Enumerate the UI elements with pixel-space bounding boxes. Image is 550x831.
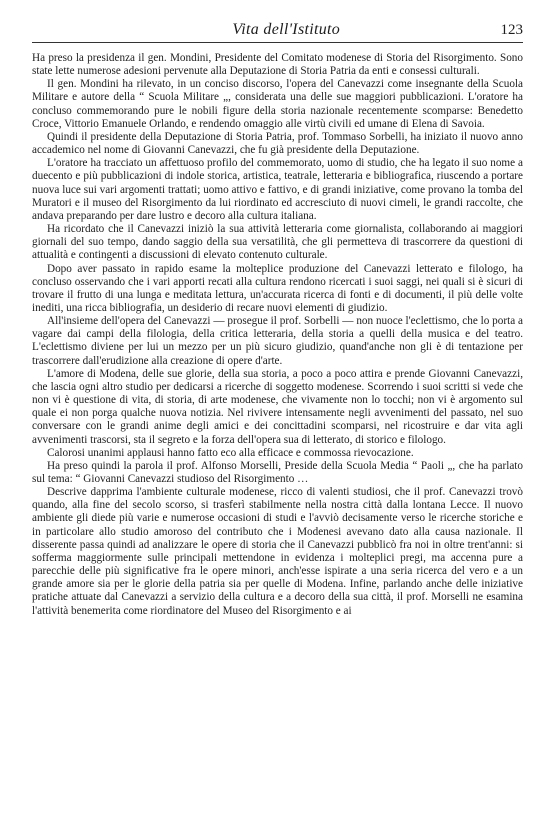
paragraph: All'insieme dell'opera del Canevazzi — prosegue il prof. Sorbelli — non nuoce l'eclettismo, che lo porta a vagare dai campi della filologia, della critica letteraria, della storia a quelli della musica e del teatro. L'eclettismo diviene per lui un mezzo per un più sicuro giudizio, quand'anche non gli è di tentazione per trascorrere dall'erudizione alla creazione di opere d'arte. [32,315,523,367]
paragraph: L'amore di Modena, delle sue glorie, della sua storia, a poco a poco attira e prende Giovanni Canevazzi, che lascia ogni altro studio per dedicarsi a ricerche di soggetto modenese. Scorrendo i suoi scritti si vede che non vi è questione di vita, di storia, di arte modenese, che vivamente non lo tocchi; non vi è argomento sul quale ei non porga qualche nuova notizia. Nel rivivere intensamente negli avvenimenti del passato, nel suo conversare con le grandi anime degli amici e dei concittadini scomparsi, nel ricostruire e dar vita agli avvenimenti trascorsi, sta il segreto e la forza dell'opera sua di letterato, di storico e filologo. [32,367,523,446]
paragraph: Descrive dapprima l'ambiente culturale modenese, ricco di valenti studiosi, che il prof. Canevazzi trovò quando, alla fine del secolo scorso, si trasferì stabilmente nella nostra città dalla lontana Lecce. Il nuovo ambiente gli diede più varie e numerose occasioni di studi e l'avviò decisamente verso le ricerche storiche e in particolare allo studio amoroso del contributo che i Modenesi avevano dato alla causa nazionale. Il disserente passa quindi ad analizzare le opere di storia che il Canevazzi pubblicò fra noi in oltre trent'anni: si sofferma maggiormente sulle principali mettendone in evidenza i molteplici pregi, ma accenna pure a parecchie delle più significative fra le opere minori, anch'esse ispirate a una seria ricerca del vero e a un grande amore sia per le glorie della patria sia per quelle di Modena. Infine, parlando anche delle iniziative pratiche attuate dal Canevazzi a servizio della cultura e a decoro della sua città, il prof. Morselli ne esamina l'attività benemerita come riordinatore del Museo del Risorgimento e ai [32,486,523,617]
body-text [32,52,523,618]
paragraph: Il gen. Mondini ha rilevato, in un conciso discorso, l'opera del Canevazzi come insegnante della Scuola Militare e autore della “ Scuola Militare „, considerata una delle sue maggiori pubblicazioni. L'oratore ha concluso commemorando pure le nobili figure della storia nazionale recentemente scomparse: Benedetto Croce, Vittorio Emanuele Orlando, e rendendo omaggio alle virtù civili ed umane di Elena di Savoia. [32,78,523,130]
paragraph: L'oratore ha tracciato un affettuoso profilo del commemorato, uomo di studio, che ha legato il suo nome a duecento e più pubblicazioni di indole storica, artistica, teatrale, letteraria e bibliografica, riuscendo a portare nuova luce sui vari argomenti trattati; uomo attivo e fattivo, e di grandi iniziative, come provano la tomba del Muratori e il museo del Risorgimento da lui riordinato ed accresciuto di nuovi cimeli, le grandi raccolte, che andava preparando per dare lustro e decoro alla cultura italiana. [32,157,523,222]
paragraph: Ha preso quindi la parola il prof. Alfonso Morselli, Preside della Scuola Media “ Paoli „, che ha parlato sul tema: “ Giovanni Canevazzi studioso del Risorgimento … [32,459,523,485]
paragraph: Ha ricordato che il Canevazzi iniziò la sua attività letteraria come giornalista, collaborando ai maggiori giornali del suo tempo, dando saggio della sua versatilità, che gli permetteva di trascorrere da questioni di attualità e contingenti a discussioni di elevato contenuto culturale. [32,223,523,262]
paragraph: Calorosi unanimi applausi hanno fatto eco alla efficace e commossa rievocazione. [47,446,414,459]
paragraph: Quindi il presidente della Deputazione di Storia Patria, prof. Tommaso Sorbelli, ha iniziato il nuovo anno accademico nel nome di Giovanni Canevazzi, che fu già presidente della Deputazione. [32,130,523,157]
paragraph: Dopo aver passato in rapido esame la molteplice produzione del Canevazzi letterato e filologo, ha concluso osservando che i vari apporti recati alla cultura rendono ricercati i suoi saggi, nei quali si è sicuri di trovare il frutto di una lunga e meditata lettura, un'accurata ricerca di fonti e di documenti, il più delle volte inediti, una ricca bibliografia, un desiderio di recare nuovi elementi di giudizio. [32,262,523,314]
running-title: Vita dell'Istituto [232,21,341,38]
page-number: 123 [500,22,523,38]
paragraph: Ha preso la presidenza il gen. Mondini, Presidente del Comitato modenese di Storia del Risorgimento. Sono state lette numerose adesioni pervenute alla Deputazione di Storia Patria da enti e consessi culturali. [32,52,523,78]
running-header [32,16,523,43]
